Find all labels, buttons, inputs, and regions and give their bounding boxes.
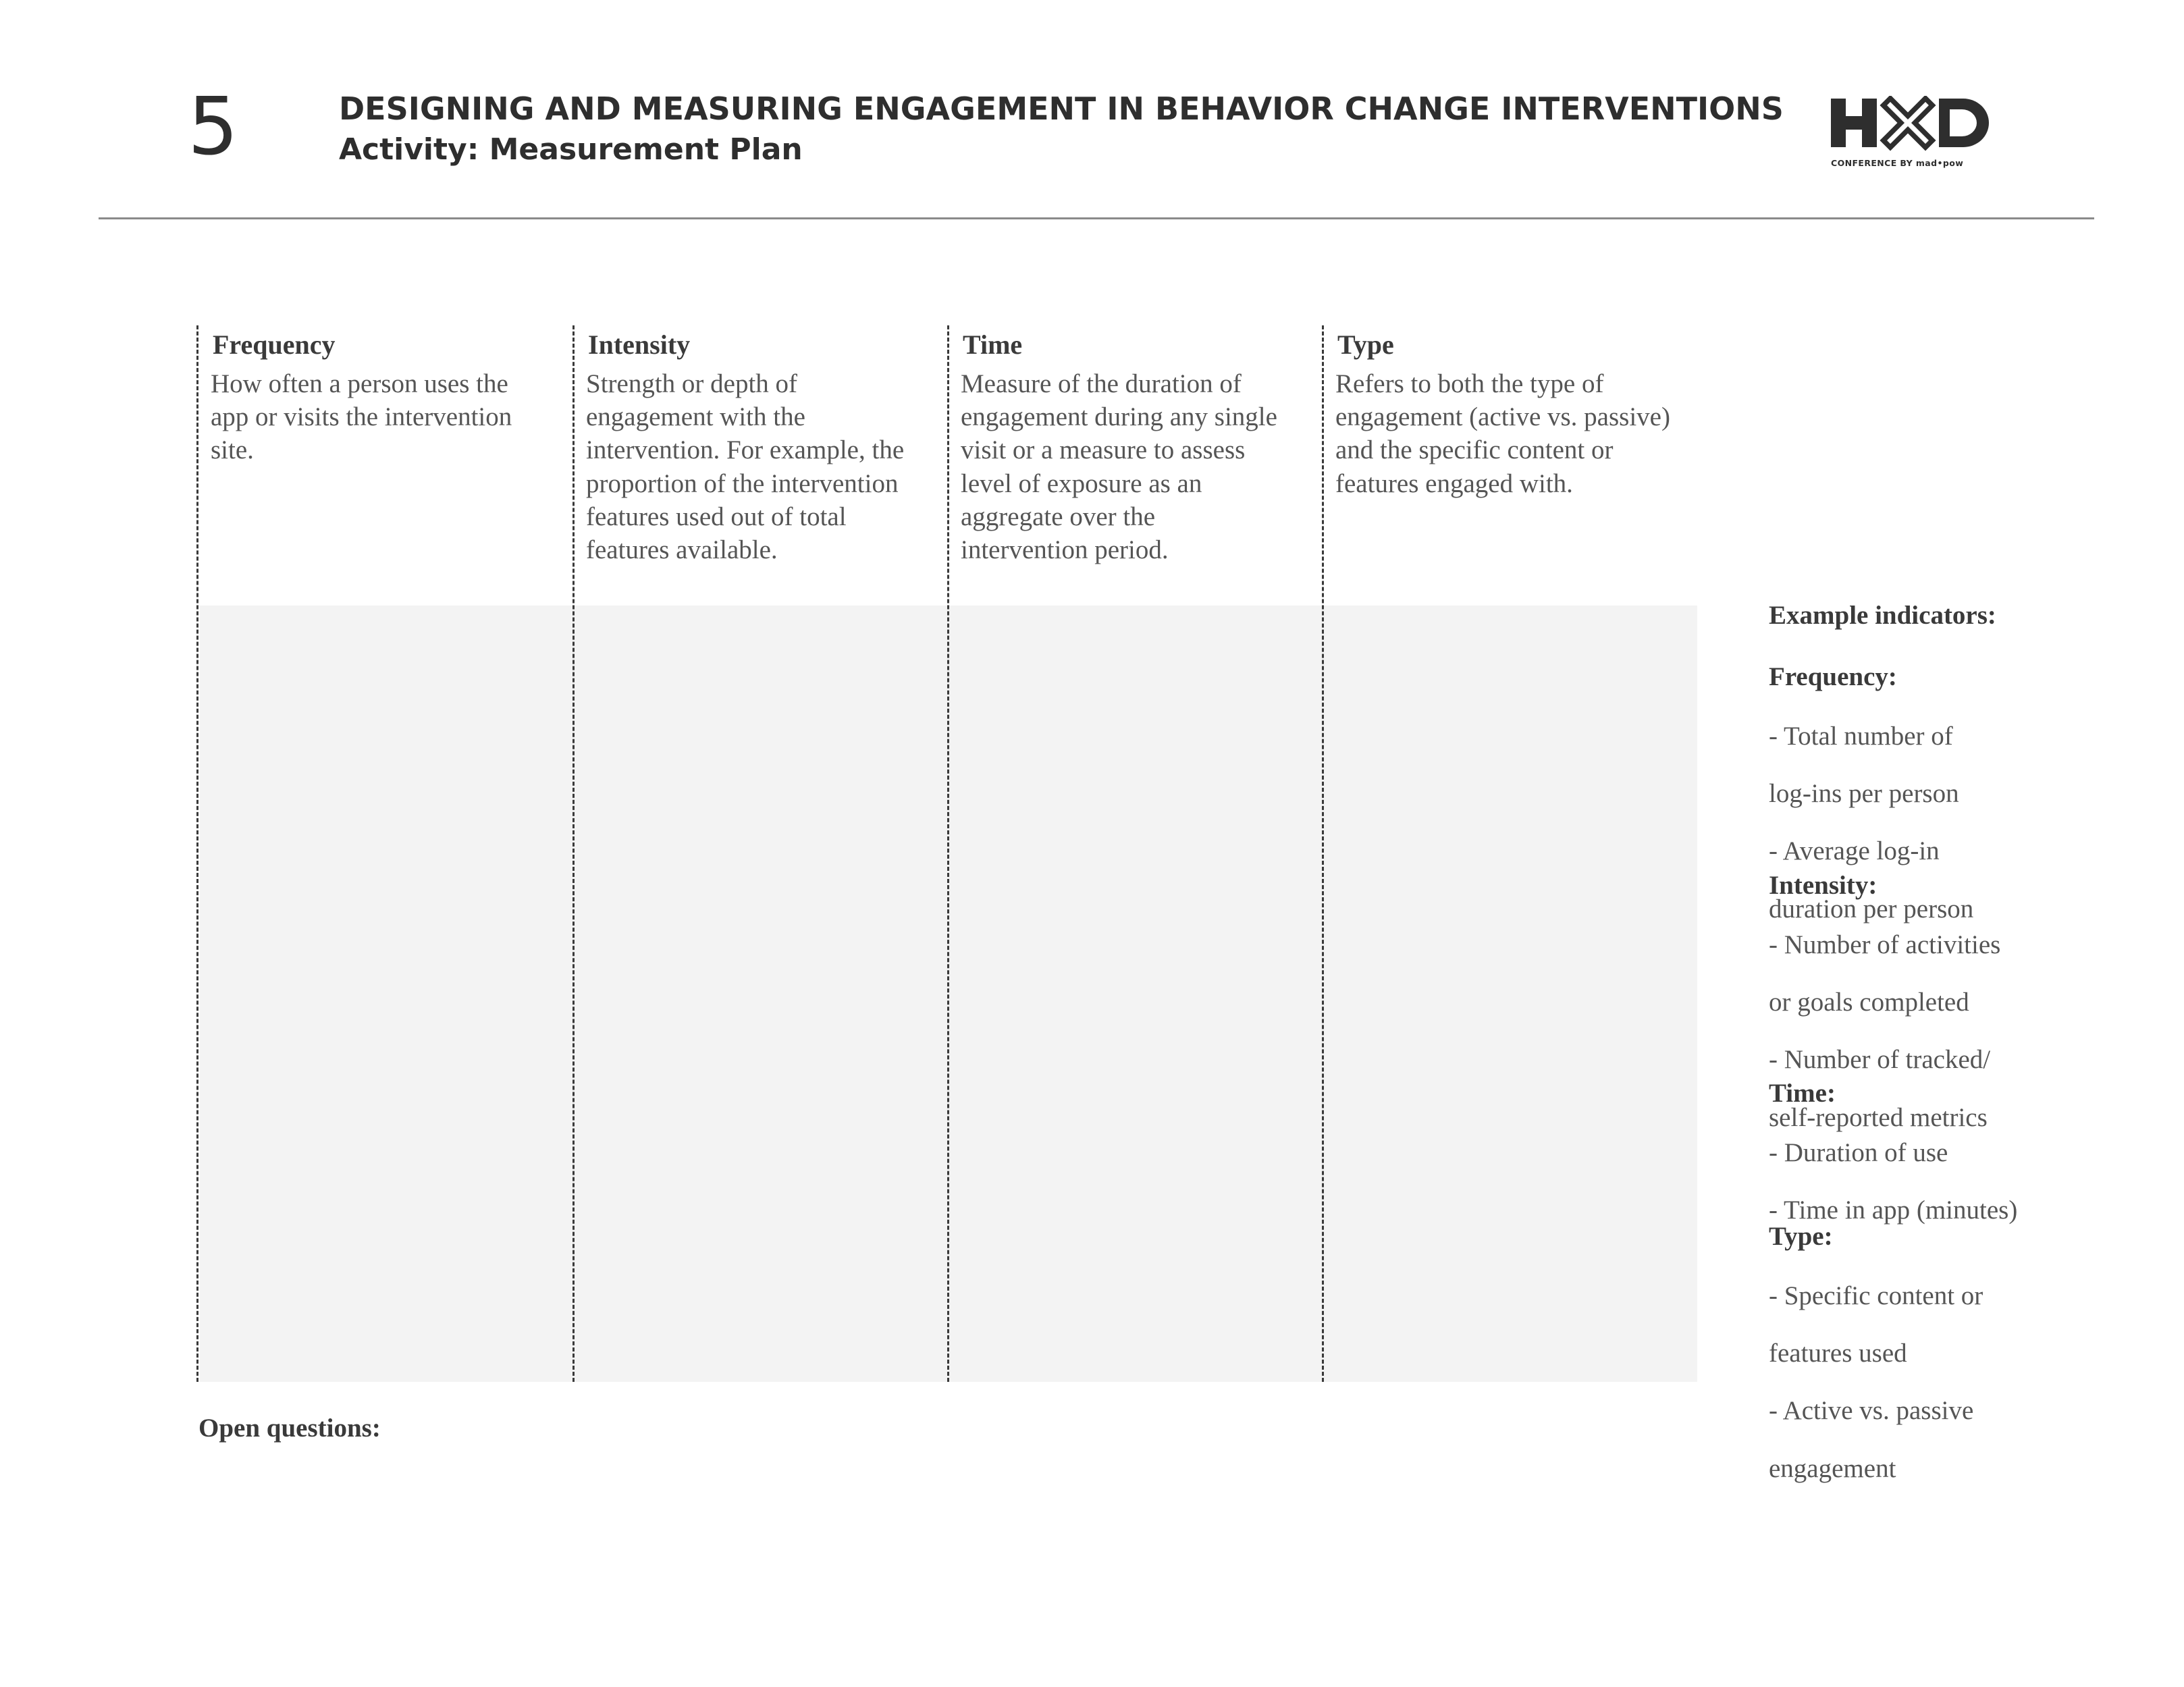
indicator-list-type: - Specific content or features used - Active vs. passive engagement <box>1769 1281 1983 1483</box>
column-divider <box>1322 325 1324 1382</box>
column-divider <box>196 325 198 1382</box>
open-questions-label: Open questions: <box>198 1414 381 1443</box>
indicator-heading-time: Time: <box>1769 1079 1836 1108</box>
indicator-heading-frequency: Frequency: <box>1769 662 1897 691</box>
indicator-list-time: - Duration of use - Time in app (minutes) <box>1769 1138 2018 1225</box>
hxd-logo-mark <box>1831 96 1993 153</box>
column-heading: Time <box>963 329 1023 360</box>
page-subtitle: Activity: Measurement Plan <box>339 132 803 167</box>
column-divider <box>572 325 575 1382</box>
indicator-list-frequency: - Total number of log-ins per person - Average log-in duration per person <box>1769 722 1974 923</box>
indicator-heading-type: Type: <box>1769 1222 1833 1251</box>
page-title: DESIGNING AND MEASURING ENGAGEMENT IN BEHAVIOR CHANGE INTERVENTIONS <box>339 90 1784 127</box>
column-heading: Frequency <box>213 329 336 360</box>
column-intensity <box>586 328 930 566</box>
column-description: Refers to both the type of engagement (active vs. passive) and the specific content or features engaged with. <box>1335 369 1670 498</box>
indicator-heading-intensity: Intensity: <box>1769 871 1877 900</box>
column-divider <box>947 325 949 1382</box>
example-indicators-title: Example indicators: <box>1769 601 1996 630</box>
column-heading: Intensity <box>588 329 691 360</box>
header-divider <box>99 217 2094 219</box>
page-number: 5 <box>188 80 239 173</box>
column-type <box>1335 328 1680 500</box>
column-description: Measure of the duration of engagement during any single visit or a measure to assess level of exposure as an aggregate over the intervention period. <box>961 369 1277 565</box>
indicator-list-intensity: - Number of activities or goals completed - Number of tracked/ self-reported metrics <box>1769 930 2001 1132</box>
column-description: Strength or depth of engagement with the intervention. For example, the proportion of the intervention features used out of total features available. <box>586 369 905 565</box>
hxd-logo <box>1831 96 1993 171</box>
column-description: How often a person uses the app or visits the intervention site. <box>211 369 512 465</box>
column-heading: Type <box>1337 329 1394 360</box>
column-frequency <box>211 328 555 467</box>
logo-caption: CONFERENCE BY mad•pow <box>1831 158 1964 168</box>
column-time <box>961 328 1305 566</box>
